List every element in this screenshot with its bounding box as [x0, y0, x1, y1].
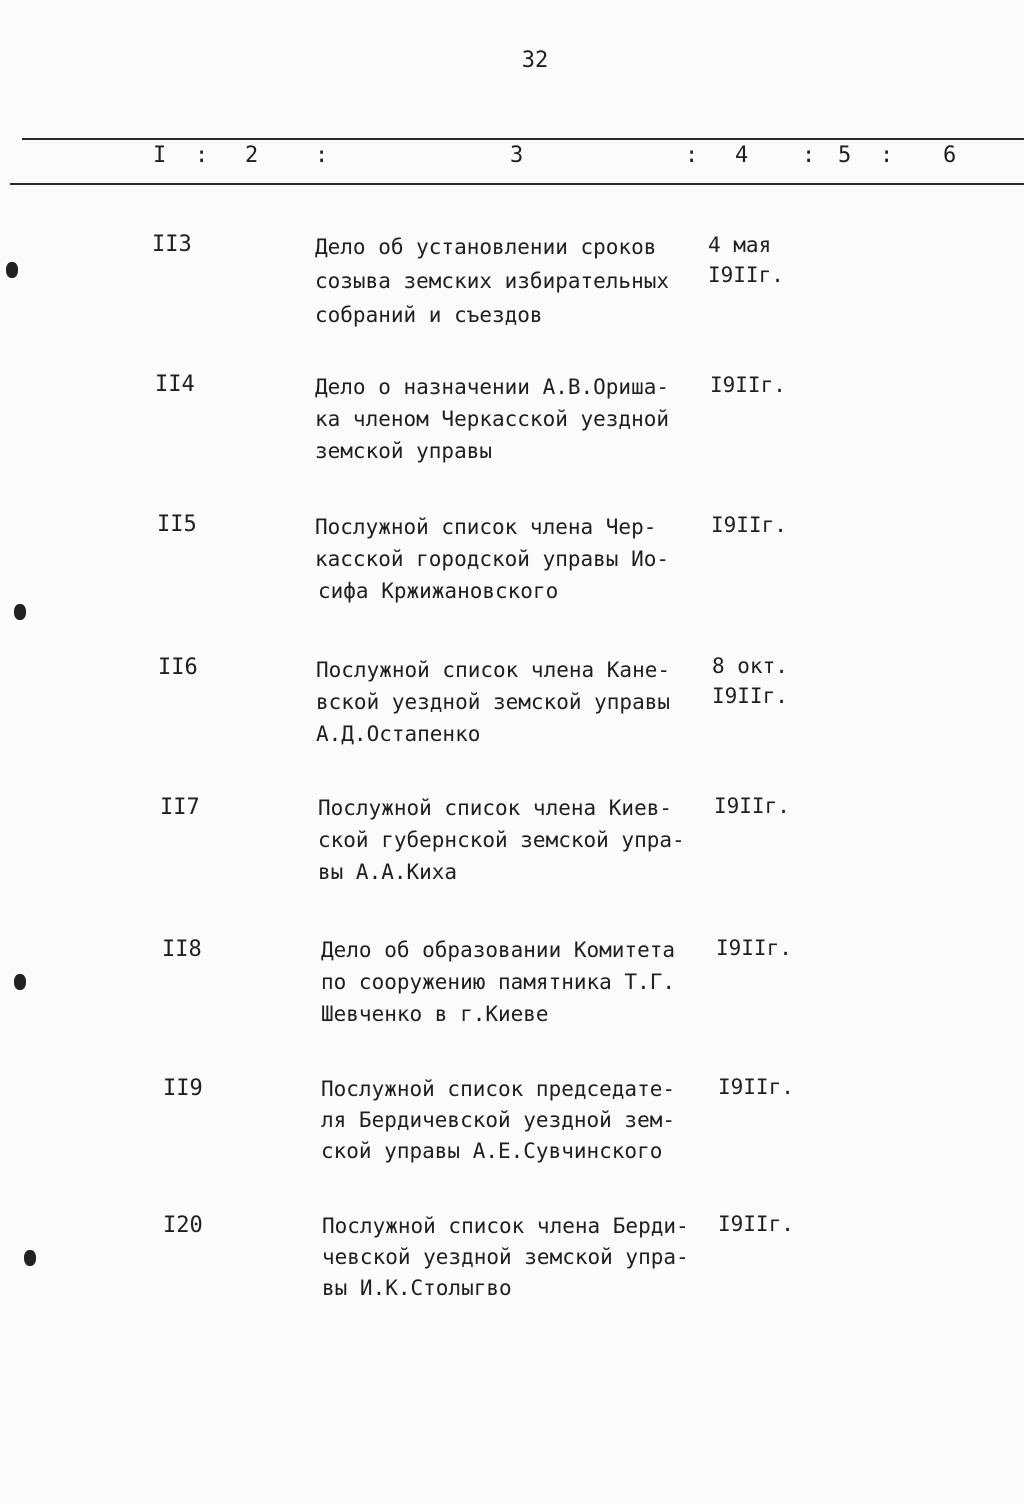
column-separator: : — [315, 143, 329, 168]
inventory-entry — [0, 1076, 1024, 1206]
entry-number: II7 — [160, 795, 200, 820]
entry-date-line: I9IIг. — [716, 936, 792, 960]
header-bottom-rule — [10, 183, 1024, 185]
inventory-entry — [0, 655, 1024, 785]
entry-date-line: I9IIг. — [711, 513, 787, 537]
entry-date-line: I9IIг. — [718, 1212, 794, 1236]
entry-title-line: созыва земских избирательных — [315, 269, 670, 293]
entry-date-line: 4 мая — [708, 233, 772, 257]
entry-date-line: I9IIг. — [714, 794, 790, 818]
entry-title-line: сифа Кржижановского — [318, 579, 559, 603]
entry-title-line: земской управы — [315, 439, 493, 463]
inventory-entry — [0, 372, 1024, 502]
entry-title-line: А.Д.Остапенко — [316, 722, 481, 746]
column-separator: : — [802, 143, 816, 168]
entry-title-line: вской уездной земской управы — [316, 690, 671, 714]
entry-number: II8 — [162, 937, 202, 962]
entry-title-line: Дело об установлении сроков — [315, 235, 657, 259]
inventory-entry — [0, 1213, 1024, 1343]
column-separator: : — [685, 143, 699, 168]
binding-hole-mark — [6, 262, 18, 278]
entry-title-line: вы А.А.Киха — [318, 860, 458, 884]
entry-title-line: ской управы А.Е.Сувчинского — [321, 1139, 663, 1163]
column-separator: : — [880, 143, 894, 168]
entry-title-line: ка членом Черкасской уездной — [315, 407, 670, 431]
column-header-6: 6 — [943, 143, 957, 168]
entry-title-line: Послужной список члена Кане- — [316, 658, 671, 682]
entry-date-line: I9IIг. — [712, 684, 788, 708]
column-header-1: I — [153, 143, 167, 168]
page-number: 32 — [521, 48, 549, 73]
inventory-entry — [0, 512, 1024, 642]
entry-title-line: собраний и съездов — [315, 303, 543, 327]
entry-date-line: I9IIг. — [708, 263, 784, 287]
entry-title-line: Послужной список члена Берди- — [322, 1214, 689, 1238]
entry-title-line: Шевченко в г.Киеве — [321, 1002, 549, 1026]
entry-date-line: 8 окт. — [712, 654, 788, 678]
entry-title-line: ля Бердичевской уездной зем- — [321, 1108, 676, 1132]
entry-date-line: I9IIг. — [718, 1075, 794, 1099]
column-separator: : — [195, 143, 209, 168]
inventory-entry — [0, 795, 1024, 925]
entry-title-line: Послужной список члена Киев- — [318, 796, 673, 820]
entry-number: II9 — [163, 1076, 203, 1101]
entry-title-line: Послужной список председате- — [321, 1077, 676, 1101]
entry-date-line: I9IIг. — [710, 373, 786, 397]
entry-title-line: вы И.К.Столыгво — [322, 1276, 512, 1300]
entry-number: II3 — [152, 232, 192, 257]
column-header-3: 3 — [510, 143, 524, 168]
binding-hole-mark — [14, 974, 26, 990]
inventory-entry — [0, 937, 1024, 1067]
column-header-5: 5 — [838, 143, 852, 168]
entry-title-line: ской губернской земской упра- — [318, 828, 685, 852]
entry-title-line: касской городской управы Ио- — [315, 547, 670, 571]
inventory-entry — [0, 232, 1024, 362]
entry-number: I20 — [163, 1213, 203, 1238]
binding-hole-mark — [24, 1250, 36, 1266]
column-header-4: 4 — [735, 143, 749, 168]
entry-title-line: Послужной список члена Чер- — [315, 515, 657, 539]
entry-number: II6 — [158, 655, 198, 680]
entry-title-line: чевской уездной земской упра- — [322, 1245, 689, 1269]
entry-number: II5 — [157, 512, 197, 537]
entry-title-line: по сооружению памятника Т.Г. — [321, 970, 676, 994]
entry-title-line: Дело о назначении А.В.Ориша- — [315, 375, 670, 399]
entry-title-line: Дело об образовании Комитета — [321, 938, 676, 962]
entry-number: II4 — [155, 372, 195, 397]
column-header-2: 2 — [245, 143, 259, 168]
header-top-rule — [22, 138, 1024, 140]
binding-hole-mark — [14, 604, 26, 620]
